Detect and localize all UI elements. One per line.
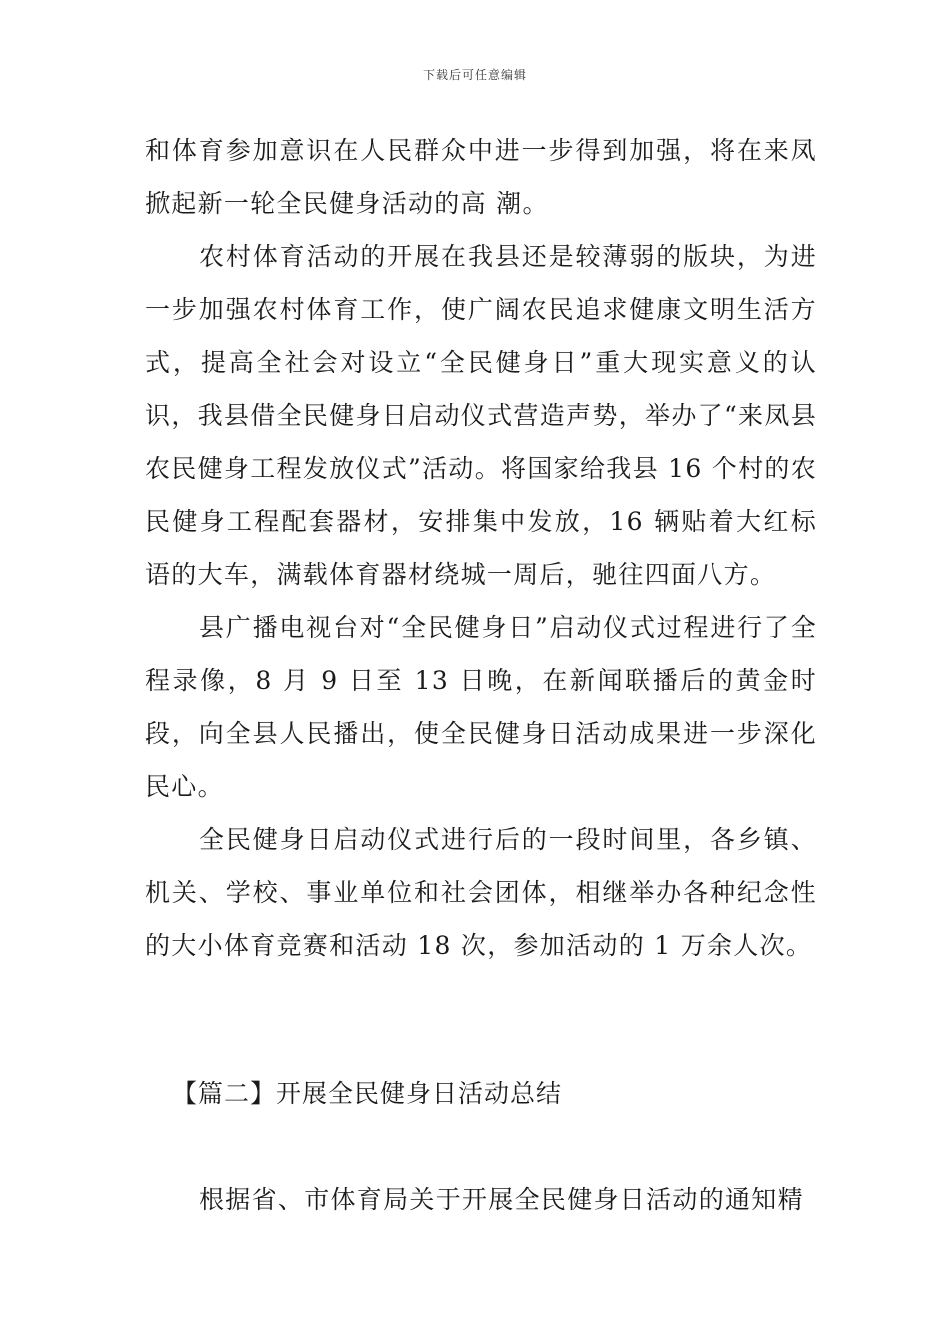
document-body <box>145 124 817 972</box>
paragraph-5: 根据省、市体育局关于开展全民健身日活动的通知精 <box>199 1185 804 1214</box>
paragraph-1: 和体育参加意识在人民群众中进一步得到加强，将在来凤掀起新一轮全民健身活动的高 潮。 <box>145 136 817 218</box>
paragraph-2: 农村体育活动的开展在我县还是较薄弱的版块，为进一步加强农村体育工作，使广阔农民追求健康文明生活方式，提高全社会对设立“全民健身日”重大现实意义的认识，我县借全民健身日启动仪式营造声势，举办了“来凤县农民健身工程发放仪式”活动。将国家给我县 16 个村的农民健身工程配套器材，安排集中发放，16 辆贴着大红标语的大车，满载体育器材绕城一周后，驰往四面八方。 <box>145 242 817 589</box>
section-title: 【篇二】开展全民健身日活动总结 <box>172 1079 563 1108</box>
paragraph-4: 全民健身日启动仪式进行后的一段时间里，各乡镇、机关、学校、事业单位和社会团体，相继举办各种纪念性的大小体育竞赛和活动 18 次，参加活动的 1 万余人次。 <box>145 825 817 960</box>
page-header-note: 下载后可任意编辑 <box>422 68 527 82</box>
document-body-continued <box>145 1173 817 1226</box>
paragraph-3: 县广播电视台对“全民健身日”启动仪式过程进行了全程录像，8 月 9 日至 13 日晚，在新闻联播后的黄金时段，向全县人民播出，使全民健身日活动成果进一步深化民心。 <box>145 613 817 801</box>
